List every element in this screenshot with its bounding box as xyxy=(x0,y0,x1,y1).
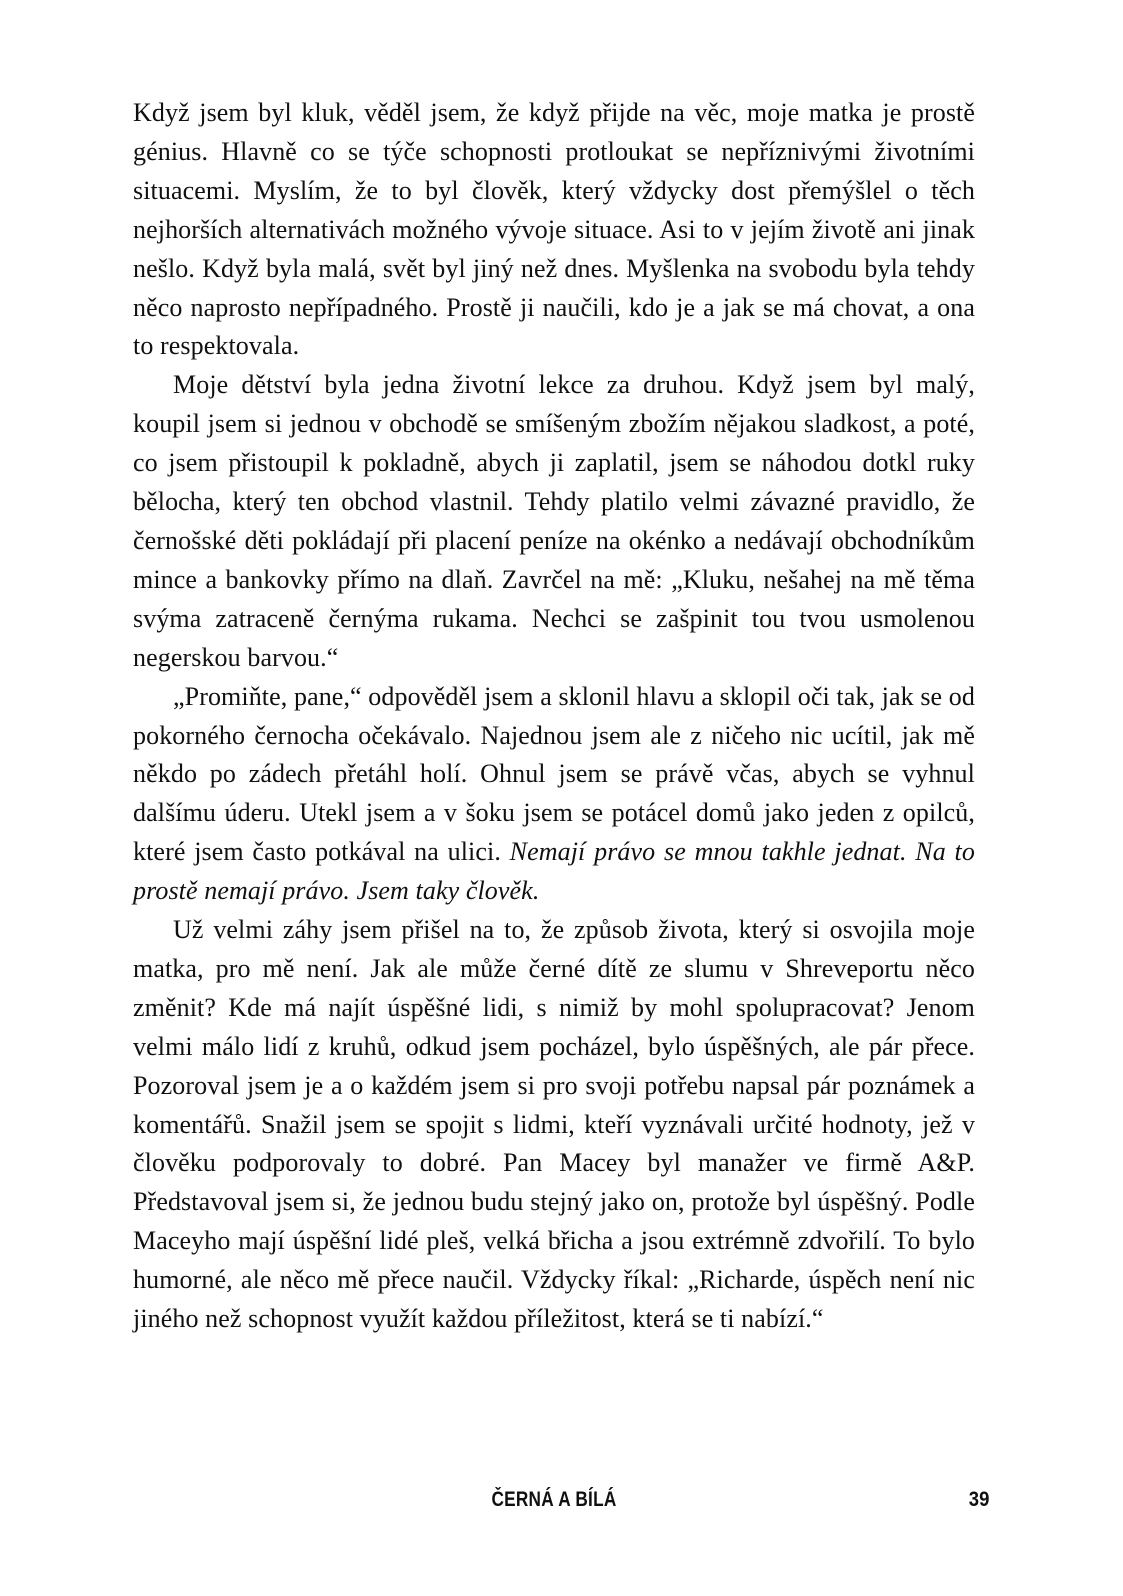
running-footer xyxy=(133,1488,989,1520)
page-number: 39 xyxy=(968,1488,989,1511)
paragraph xyxy=(133,366,975,677)
running-title: ČERNÁ A BÍLÁ xyxy=(491,1488,617,1511)
paragraph xyxy=(133,911,975,1339)
paragraph-text: „Promiňte, pane,“ odpověděl jsem a sklonil hlavu a sklopil oči tak, jak se od pokorného černocha očekávalo. Najednou jsem ale z ničeho nic ucítil, jak mě někdo po zádech přetáhl holí. Ohnul jsem se právě včas, abych se vyhnul dalšímu úderu. Utekl jsem a v šoku jsem se potácel domů jako jeden z opilců, které jsem často potkával na ulici. xyxy=(133,681,975,867)
paragraph-text: Moje dětství byla jedna životní lekce za druhou. Když jsem byl malý, koupil jsem si jednou v obchodě se smíšeným zbožím nějakou sladkost, a poté, co jsem přistoupil k pokladně, abych ji zaplatil, jsem se náhodou dotkl ruky bělocha, který ten obchod vlastnil. Tehdy platilo velmi závazné pravidlo, že černošské děti pokládají při placení peníze na okénko a nedávají obchodníkům mince a bankovky přímo na dlaň. Zavrčel na mě: „Kluku, nešahej na mě těma svýma zatraceně černýma rukama. Nechci se zašpinit tou tvou usmolenou negerskou barvou.“ xyxy=(133,370,975,672)
body-text xyxy=(133,94,975,1339)
paragraph-text: Už velmi záhy jsem přišel na to, že způsob života, který si osvojila moje matka, pro mě není. Jak ale může černé dítě ze slumu v Shreveportu něco změnit? Kde má najít úspěšné lidi, s nimiž by mohl spolupracovat? Jenom velmi málo lidí z kruhů, odkud jsem pocházel, bylo úspěšných, ale pár přece. Pozoroval jsem je a o každém jsem si pro svoji potřebu napsal pár poznámek a komentářů. Snažil jsem se spojit s lidmi, kteří vyznávali určité hodnoty, jež v člověku podporovaly to dobré. Pan Macey byl manažer ve firmě A&P. Představoval jsem si, že jednou budu stejný jako on, protože byl úspěšný. Podle Maceyho mají úspěšní lidé pleš, velká břicha a jsou extrémně zdvořilí. To bylo humorné, ale něco mě přece naučil. Vždycky říkal: „Richarde, úspěch není nic jiného než schopnost využít každou příležitost, která se ti nabízí.“ xyxy=(133,915,975,1334)
paragraph xyxy=(133,94,975,366)
paragraph xyxy=(133,678,975,911)
paragraph-text: Když jsem byl kluk, věděl jsem, že když přijde na věc, moje matka je prostě génius. Hlavně co se týče schopnosti protloukat se nepříznivými životními situacemi. Myslím, že to byl člověk, který vždycky dost přemýšlel o těch nejhorších alternativách možného vývoje situace. Asi to v jejím životě ani jinak nešlo. Když byla malá, svět byl jiný než dnes. Myšlenka na svobodu byla tehdy něco naprosto nepřípadného. Prostě ji naučili, kdo je a jak se má chovat, a ona to respektovala. xyxy=(133,98,975,361)
paragraph-italic-text: Nemají právo se mnou takhle jednat. Na to prostě nemají právo. Jsem taky člověk. xyxy=(133,837,975,906)
